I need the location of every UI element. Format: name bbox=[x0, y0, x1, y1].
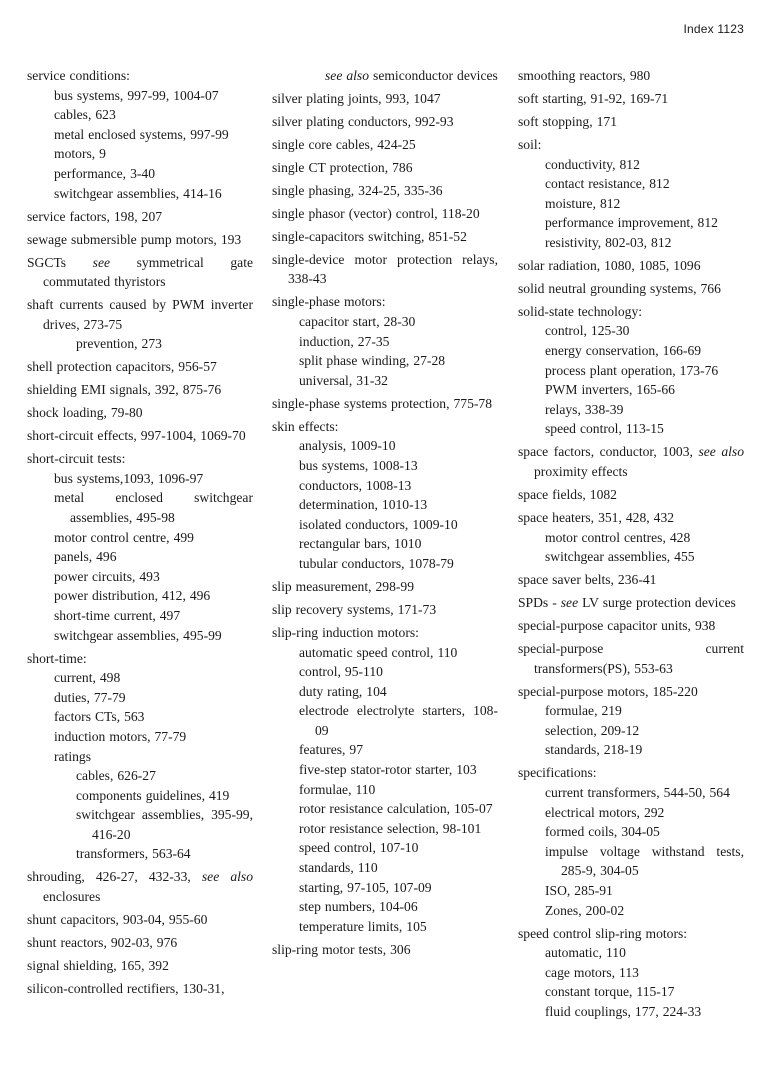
cross-reference-label: see also bbox=[201, 869, 253, 885]
entry-text: components guidelines, 419 bbox=[76, 787, 230, 803]
entry-text: motors, 9 bbox=[54, 146, 106, 162]
index-entry bbox=[272, 135, 498, 155]
index-subentry bbox=[272, 701, 498, 740]
entry-text: soft starting, 91-92, 169-71 bbox=[518, 90, 669, 106]
entry-text: switchgear assemblies, 414-16 bbox=[54, 185, 222, 201]
entry-text: split phase winding, 27-28 bbox=[299, 353, 446, 369]
entry-text: special-purpose current transformers(PS), 553-63 bbox=[518, 641, 744, 676]
entry-text: formulae, 110 bbox=[299, 781, 376, 797]
cross-reference-target: symmetrical gate commutated thyristors bbox=[43, 254, 254, 290]
entry-text: conductivity, 812 bbox=[545, 156, 640, 172]
index-subentry bbox=[27, 528, 253, 548]
index-subentry bbox=[518, 842, 744, 881]
index-subentry bbox=[272, 917, 498, 937]
index-entry bbox=[27, 979, 253, 999]
index-entry bbox=[518, 256, 744, 276]
index-subentry bbox=[27, 586, 253, 606]
entry-text: electrical motors, 292 bbox=[545, 804, 665, 820]
index-entry bbox=[272, 89, 498, 109]
entry-text: determination, 1010-13 bbox=[299, 497, 428, 513]
index-subentry bbox=[518, 1002, 744, 1022]
entry-text: SGCTs bbox=[27, 254, 67, 270]
index-subentry bbox=[27, 668, 253, 688]
entry-text: current transformers, 544-50, 564 bbox=[545, 785, 730, 801]
index-entry bbox=[272, 623, 498, 643]
index-subentry bbox=[518, 547, 744, 567]
index-subentry bbox=[272, 554, 498, 574]
entry-text: smoothing reactors, 980 bbox=[518, 68, 651, 83]
entry-text: selection, 209-12 bbox=[545, 722, 640, 738]
entry-text: factors CTs, 563 bbox=[54, 709, 145, 725]
index-entry bbox=[272, 158, 498, 178]
entry-text: control, 95-110 bbox=[299, 664, 383, 680]
index-subentry bbox=[272, 456, 498, 476]
entry-text: single phasor (vector) control, 118-20 bbox=[272, 205, 480, 221]
index-subentry bbox=[272, 351, 498, 371]
index-entry bbox=[518, 639, 744, 678]
entry-text: silver plating conductors, 992-93 bbox=[272, 113, 454, 129]
entry-text: panels, 496 bbox=[54, 549, 117, 565]
cross-reference-label: see bbox=[560, 595, 579, 611]
index-subentry bbox=[518, 721, 744, 741]
entry-text: control, 125-30 bbox=[545, 323, 630, 339]
index-subentry bbox=[518, 341, 744, 361]
index-subentry bbox=[272, 799, 498, 819]
entry-text: SPDs - bbox=[518, 595, 557, 611]
entry-text: shunt capacitors, 903-04, 955-60 bbox=[27, 912, 208, 928]
entry-text: cables, 623 bbox=[54, 107, 116, 123]
entry-text: space factors, conductor, 1003, bbox=[518, 444, 693, 460]
entry-text: fluid couplings, 177, 224-33 bbox=[545, 1003, 702, 1019]
entry-text: switchgear assemblies, 495-99 bbox=[54, 627, 222, 643]
index-subentry bbox=[272, 740, 498, 760]
entry-text: relays, 338-39 bbox=[545, 401, 624, 417]
entry-text: speed control slip-ring motors: bbox=[518, 925, 688, 941]
entry-text: automatic speed control, 110 bbox=[299, 644, 458, 660]
index-entry bbox=[518, 763, 744, 783]
index-entry bbox=[518, 135, 744, 155]
index-subentry bbox=[27, 606, 253, 626]
cross-reference-label: see bbox=[92, 254, 111, 270]
index-entry bbox=[518, 570, 744, 590]
index-subentry bbox=[518, 528, 744, 548]
index-entry bbox=[272, 112, 498, 132]
index-entry bbox=[27, 910, 253, 930]
entry-text: power circuits, 493 bbox=[54, 568, 160, 584]
index-entry bbox=[518, 485, 744, 505]
index-subentry bbox=[518, 982, 744, 1002]
entry-text: standards, 110 bbox=[299, 860, 378, 876]
index-subentry bbox=[272, 515, 498, 535]
entry-text: shaft currents caused by PWM inverter drives, 273-75 bbox=[27, 297, 253, 332]
index-entry bbox=[27, 295, 253, 334]
index-entry bbox=[27, 956, 253, 976]
entry-text: analysis, 1009-10 bbox=[299, 438, 396, 454]
index-subentry bbox=[27, 164, 253, 184]
index-subentry bbox=[518, 419, 744, 439]
entry-text: shunt reactors, 902-03, 976 bbox=[27, 935, 178, 951]
entry-text: single-capacitors switching, 851-52 bbox=[272, 228, 467, 244]
entry-text: shrouding, 426-27, 432-33, bbox=[27, 869, 191, 885]
index-subentry bbox=[27, 334, 253, 354]
entry-text: formed coils, 304-05 bbox=[545, 824, 660, 840]
entry-text: signal shielding, 165, 392 bbox=[27, 958, 169, 973]
index-entry bbox=[518, 682, 744, 702]
entry-text: current, 498 bbox=[54, 670, 121, 686]
index-subentry bbox=[518, 155, 744, 175]
index-entry bbox=[27, 357, 253, 377]
entry-text: single-phase motors: bbox=[272, 294, 386, 310]
index-subentry bbox=[272, 436, 498, 456]
index-subentry bbox=[272, 371, 498, 391]
index-subentry bbox=[27, 86, 253, 106]
cross-reference-label: see also bbox=[325, 68, 370, 83]
entry-text: short-circuit effects, 997-1004, 1069-70 bbox=[27, 428, 246, 444]
index-subentry bbox=[27, 469, 253, 489]
entry-text: cage motors, 113 bbox=[545, 964, 639, 980]
entry-text: bus systems,1093, 1096-97 bbox=[54, 470, 204, 486]
index-subentry bbox=[272, 534, 498, 554]
entry-text: electrode electrolyte starters, 108-09 bbox=[299, 703, 498, 738]
index-subentry bbox=[272, 780, 498, 800]
index-subentry bbox=[518, 380, 744, 400]
entry-text: metal enclosed systems, 997-99 bbox=[54, 126, 229, 142]
index-subentry bbox=[27, 786, 253, 806]
index-subentry bbox=[518, 740, 744, 760]
entry-text: space heaters, 351, 428, 432 bbox=[518, 509, 675, 525]
index-entry bbox=[272, 600, 498, 620]
index-entry bbox=[272, 181, 498, 201]
index-entry bbox=[272, 250, 498, 289]
entry-text: rectangular bars, 1010 bbox=[299, 536, 422, 552]
entry-text: shielding EMI signals, 392, 875-76 bbox=[27, 382, 222, 398]
entry-text: metal enclosed switchgear assemblies, 495-98 bbox=[54, 490, 253, 525]
index-subentry bbox=[518, 361, 744, 381]
entry-text: cables, 626-27 bbox=[76, 768, 156, 784]
entry-text: solar radiation, 1080, 1085, 1096 bbox=[518, 257, 701, 273]
entry-text: shell protection capacitors, 956-57 bbox=[27, 359, 217, 375]
index-subentry bbox=[27, 547, 253, 567]
index-subentry bbox=[272, 662, 498, 682]
entry-text: special-purpose motors, 185-220 bbox=[518, 683, 698, 699]
index-entry bbox=[518, 89, 744, 109]
entry-text: soft stopping, 171 bbox=[518, 113, 618, 129]
index-subentry bbox=[518, 783, 744, 803]
entry-text: Zones, 200-02 bbox=[545, 902, 625, 918]
index-entry bbox=[518, 508, 744, 528]
entry-text: temperature limits, 105 bbox=[299, 918, 427, 934]
index-subentry bbox=[518, 822, 744, 842]
index-entry bbox=[27, 253, 253, 292]
index-subentry bbox=[272, 819, 498, 839]
entry-text: slip-ring induction motors: bbox=[272, 624, 419, 640]
index-entry bbox=[27, 933, 253, 953]
index-entry bbox=[518, 924, 744, 944]
index-entry bbox=[27, 207, 253, 227]
entry-text: single phasing, 324-25, 335-36 bbox=[272, 182, 443, 198]
index-entry bbox=[518, 616, 744, 636]
entry-text: features, 97 bbox=[299, 742, 364, 758]
index-subentry bbox=[518, 803, 744, 823]
entry-text: motor control centre, 499 bbox=[54, 529, 194, 545]
entry-text: space saver belts, 236-41 bbox=[518, 572, 657, 588]
entry-text: step numbers, 104-06 bbox=[299, 899, 418, 915]
entry-text: service conditions: bbox=[27, 68, 130, 83]
entry-text: space fields, 1082 bbox=[518, 487, 617, 502]
index-subentry bbox=[518, 233, 744, 253]
index-subentry bbox=[27, 184, 253, 204]
cross-reference-target: enclosures bbox=[43, 889, 101, 905]
index-subentry bbox=[27, 125, 253, 145]
index-subentry bbox=[518, 321, 744, 341]
index-subentry bbox=[27, 707, 253, 727]
entry-text: starting, 97-105, 107-09 bbox=[299, 879, 432, 895]
index-subentry bbox=[518, 701, 744, 721]
index-entry bbox=[27, 230, 253, 250]
entry-text: switchgear assemblies, 395-99, 416-20 bbox=[76, 807, 253, 842]
index-entry bbox=[27, 66, 253, 86]
index-subentry bbox=[518, 194, 744, 214]
entry-text: slip-ring motor tests, 306 bbox=[272, 941, 411, 957]
index-entry bbox=[27, 426, 253, 446]
entry-text: short-time current, 497 bbox=[54, 607, 181, 623]
cross-reference-target: proximity effects bbox=[534, 464, 628, 480]
entry-text: soil: bbox=[518, 136, 542, 152]
index-entry bbox=[518, 442, 744, 481]
index-subentry bbox=[272, 760, 498, 780]
entry-text: induction, 27-35 bbox=[299, 333, 390, 349]
index-subentry bbox=[27, 805, 253, 844]
entry-text: rotor resistance selection, 98-101 bbox=[299, 820, 482, 836]
index-subentry bbox=[518, 400, 744, 420]
entry-text: solid-state technology: bbox=[518, 303, 643, 319]
entry-text: rotor resistance calculation, 105-07 bbox=[299, 801, 493, 817]
entry-text: constant torque, 115-17 bbox=[545, 984, 675, 1000]
index-subentry bbox=[27, 488, 253, 527]
index-entry bbox=[518, 279, 744, 299]
index-subentry bbox=[272, 878, 498, 898]
entry-text: single-device motor protection relays, 338-43 bbox=[272, 251, 498, 287]
entry-text: performance, 3-40 bbox=[54, 165, 155, 181]
entry-text: bus systems, 1008-13 bbox=[299, 457, 418, 473]
entry-text: single core cables, 424-25 bbox=[272, 136, 416, 152]
index-subentry bbox=[272, 332, 498, 352]
entry-text: speed control, 107-10 bbox=[299, 840, 419, 856]
index-subentry bbox=[518, 901, 744, 921]
entry-text: universal, 31-32 bbox=[299, 372, 388, 388]
entry-text: transformers, 563-64 bbox=[76, 846, 191, 862]
entry-text: formulae, 219 bbox=[545, 703, 622, 719]
index-subentry bbox=[272, 838, 498, 858]
index-subentry bbox=[27, 844, 253, 864]
entry-text: PWM inverters, 165-66 bbox=[545, 382, 675, 398]
index-subentry bbox=[27, 105, 253, 125]
index-subentry bbox=[518, 213, 744, 233]
index-subentry bbox=[27, 747, 253, 767]
index-subentry bbox=[27, 626, 253, 646]
entry-text: prevention, 273 bbox=[76, 336, 162, 352]
entry-text: sewage submersible pump motors, 193 bbox=[27, 231, 242, 247]
entry-text: shock loading, 79-80 bbox=[27, 405, 143, 421]
cross-reference-target: semiconductor devices bbox=[373, 68, 498, 83]
index-subentry bbox=[518, 174, 744, 194]
index-entry bbox=[272, 417, 498, 437]
entry-text: ratings bbox=[54, 748, 91, 764]
index-subentry bbox=[27, 144, 253, 164]
entry-text: isolated conductors, 1009-10 bbox=[299, 516, 458, 532]
index-entry bbox=[518, 66, 744, 86]
index-subentry bbox=[272, 66, 498, 86]
entry-text: slip recovery systems, 171-73 bbox=[272, 601, 437, 617]
entry-text: automatic, 110 bbox=[545, 945, 626, 961]
entry-text: specifications: bbox=[518, 765, 597, 781]
index-entry bbox=[272, 227, 498, 247]
entry-text: speed control, 113-15 bbox=[545, 421, 664, 437]
entry-text: induction motors, 77-79 bbox=[54, 728, 187, 744]
entry-text: bus systems, 997-99, 1004-07 bbox=[54, 87, 219, 103]
entry-text: slip measurement, 298-99 bbox=[272, 578, 415, 594]
index-entry bbox=[272, 577, 498, 597]
cross-reference-target: LV surge protection devices bbox=[582, 595, 736, 611]
entry-text: contact resistance, 812 bbox=[545, 176, 670, 192]
index-column-2 bbox=[272, 66, 498, 959]
entry-text: silver plating joints, 993, 1047 bbox=[272, 90, 441, 106]
index-subentry bbox=[27, 567, 253, 587]
index-subentry bbox=[518, 943, 744, 963]
index-entry bbox=[518, 593, 744, 613]
index-entry bbox=[518, 112, 744, 132]
entry-text: single-phase systems protection, 775-78 bbox=[272, 395, 493, 411]
entry-text: solid neutral grounding systems, 766 bbox=[518, 280, 721, 296]
index-subentry bbox=[272, 858, 498, 878]
index-column-1 bbox=[27, 66, 253, 999]
index-subentry bbox=[518, 963, 744, 983]
index-entry bbox=[272, 204, 498, 224]
entry-text: conductors, 1008-13 bbox=[299, 477, 412, 493]
entry-text: resistivity, 802-03, 812 bbox=[545, 234, 672, 250]
entry-text: tubular conductors, 1078-79 bbox=[299, 555, 454, 571]
index-subentry bbox=[518, 881, 744, 901]
index-entry bbox=[27, 449, 253, 469]
index-entry bbox=[27, 380, 253, 400]
entry-text: energy conservation, 166-69 bbox=[545, 343, 702, 359]
index-entry bbox=[272, 292, 498, 312]
entry-text: five-step stator-rotor starter, 103 bbox=[299, 762, 477, 778]
entry-text: capacitor start, 28-30 bbox=[299, 314, 416, 330]
entry-text: switchgear assemblies, 455 bbox=[545, 549, 695, 565]
index-column-3 bbox=[518, 66, 744, 1022]
entry-text: service factors, 198, 207 bbox=[27, 208, 163, 224]
index-subentry bbox=[272, 682, 498, 702]
entry-text: performance improvement, 812 bbox=[545, 215, 718, 231]
entry-text: process plant operation, 173-76 bbox=[545, 362, 719, 378]
index-subentry bbox=[27, 766, 253, 786]
entry-text: moisture, 812 bbox=[545, 195, 621, 211]
index-entry bbox=[27, 403, 253, 423]
entry-text: duties, 77-79 bbox=[54, 689, 126, 705]
index-entry bbox=[518, 302, 744, 322]
index-subentry bbox=[272, 476, 498, 496]
index-subentry bbox=[272, 643, 498, 663]
cross-reference-label: see also bbox=[698, 444, 744, 460]
index-subentry bbox=[27, 688, 253, 708]
index-subentry bbox=[272, 495, 498, 515]
index-entry bbox=[272, 394, 498, 414]
entry-text: silicon-controlled rectifiers, 130-31, bbox=[27, 980, 225, 996]
entry-text: motor control centres, 428 bbox=[545, 529, 691, 545]
index-entry bbox=[272, 940, 498, 960]
entry-text: impulse voltage withstand tests, 285-9, 304-05 bbox=[545, 843, 744, 879]
entry-text: skin effects: bbox=[272, 418, 339, 434]
running-header: Index 1123 bbox=[683, 22, 744, 36]
index-subentry bbox=[272, 897, 498, 917]
index-entry bbox=[27, 867, 253, 906]
index-subentry bbox=[27, 727, 253, 747]
entry-text: special-purpose capacitor units, 938 bbox=[518, 618, 716, 634]
entry-text: standards, 218-19 bbox=[545, 742, 643, 758]
entry-text: short-time: bbox=[27, 650, 87, 666]
index-subentry bbox=[272, 312, 498, 332]
entry-text: short-circuit tests: bbox=[27, 451, 126, 467]
entry-text: power distribution, 412, 496 bbox=[54, 588, 211, 604]
entry-text: ISO, 285-91 bbox=[545, 883, 613, 899]
entry-text: duty rating, 104 bbox=[299, 683, 387, 699]
index-entry bbox=[27, 649, 253, 669]
entry-text: single CT protection, 786 bbox=[272, 159, 413, 175]
